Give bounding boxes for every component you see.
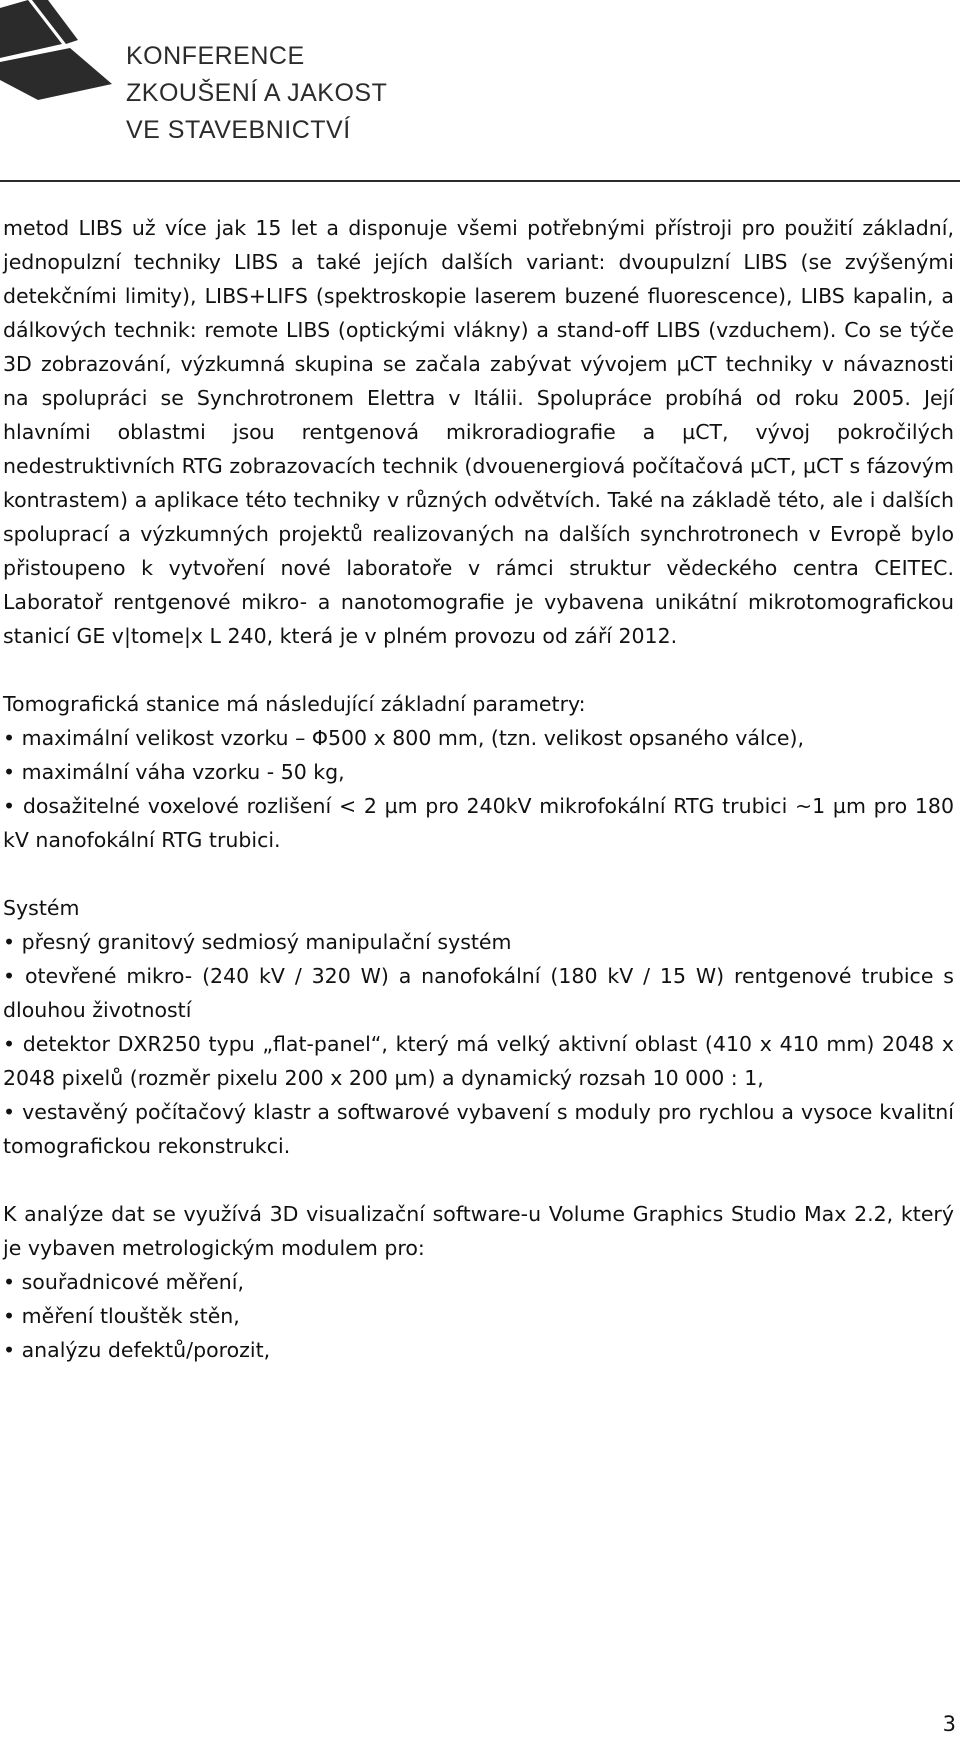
conference-title-line-1: KONFERENCE	[126, 42, 305, 70]
conference-title-line-2: ZKOUŠENÍ A JAKOST	[126, 79, 388, 107]
params-item: • maximální váha vzorku - 50 kg,	[3, 755, 954, 789]
page-header	[0, 0, 960, 182]
analysis-intro: K analýze dat se využívá 3D visualizační software-u Volume Graphics Studio Max 2.2, který je vybaven metrologickým modulem pro:	[3, 1202, 954, 1260]
params-item: • maximální velikost vzorku – Φ500 x 800 mm, (tzn. velikost opsaného válce),	[3, 721, 954, 755]
header-divider	[0, 180, 960, 182]
system-item: • otevřené mikro- (240 kV / 320 W) a nanofokální (180 kV / 15 W) rentgenové trubice s dlouhou životností	[3, 959, 954, 1027]
params-heading: Tomografická stanice má následující základní parametry:	[3, 692, 586, 716]
folded-sheet-logo-icon	[0, 0, 118, 100]
system-item: • detektor DXR250 typu „flat-panel“, který má velký aktivní oblast (410 x 410 mm) 2048 x 2048 pixelů (rozměr pixelu 200 x 200 µm) a dynamický rozsah 10 000 : 1,	[3, 1027, 954, 1095]
page-body	[3, 211, 954, 1367]
analysis-item: • analýzu defektů/porozit,	[3, 1333, 954, 1367]
analysis-item: • souřadnicové měření,	[3, 1265, 954, 1299]
conference-title-line-3: VE STAVEBNICTVÍ	[126, 116, 351, 144]
system-item: • vestavěný počítačový klastr a softwarové vybavení s moduly pro rychlou a vysoce kvalitní tomografickou rekonstrukci.	[3, 1095, 954, 1163]
intro-paragraph: metod LIBS už více jak 15 let a disponuje všemi potřebnými přístroji pro použití základní, jednopulzní techniky LIBS a také jejích dalších variant: dvoupulzní LIBS (se zvýšenými detekčními limity), LIBS+LIFS (spektroskopie laserem buzené fluorescence), LIBS kapalin, a dálkových technik: remote LIBS (optickými vlákny) a stand-off LIBS (vzduchem). Co se týče 3D zobrazování, výzkumná skupina se začala zabývat vývojem µCT techniky v návaznosti na spolupráci se Synchrotronem Elettra v Itálii. Spolupráce probíhá od roku 2005. Její hlavními oblastmi jsou rentgenová mikroradiografie a µCT, vývoj pokročilých nedestruktivních RTG zobrazovacích technik (dvouenergiová počítačová µCT, µCT s fázovým kontrastem) a aplikace této techniky v různých odvětvích. Také na základě této, ale i dalších spoluprací a výzkumných projektů realizovaných na dalších synchrotronech v Evropě bylo přistoupeno k vytvoření nové laboratoře v rámci struktur vědeckého centra CEITEC. Laboratoř rentgenové mikro- a nanotomografie je vybavena unikátní mikrotomografickou stanicí GE v|tome|x L 240, která je v plném provozu od září 2012.	[3, 216, 954, 648]
system-item: • přesný granitový sedmiosý manipulační systém	[3, 925, 954, 959]
params-item: • dosažitelné voxelové rozlišení < 2 µm pro 240kV mikrofokální RTG trubici ~1 µm pro 180 kV nanofokální RTG trubici.	[3, 789, 954, 857]
analysis-item: • měření tlouštěk stěn,	[3, 1299, 954, 1333]
system-heading: Systém	[3, 896, 80, 920]
page-number: 3	[942, 1712, 956, 1736]
